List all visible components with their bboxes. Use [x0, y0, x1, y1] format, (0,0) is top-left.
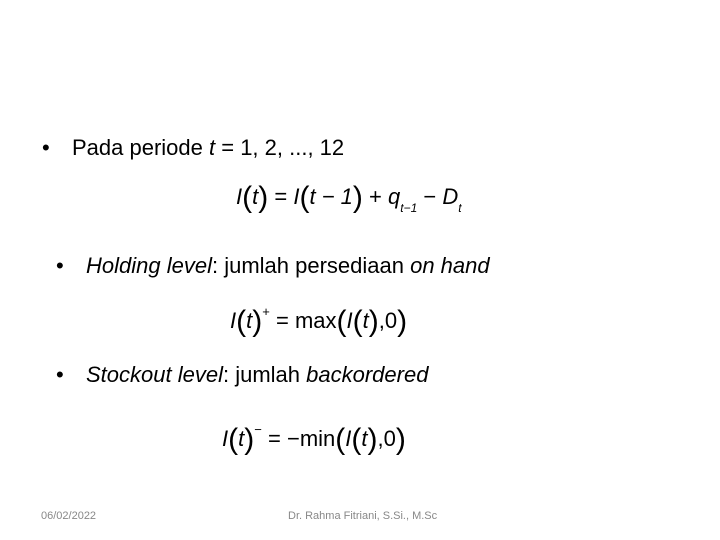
equation-inventory-balance — [236, 183, 462, 214]
bullet-term: Stockout level — [86, 362, 223, 387]
paren: ( — [299, 181, 310, 214]
eq-superscript: + — [262, 304, 270, 319]
paren: ) — [367, 423, 378, 456]
eq-symbol: I — [236, 184, 243, 209]
eq-operator: = — [267, 426, 281, 451]
eq-operator: − — [423, 184, 437, 209]
bullet-periode — [42, 137, 344, 159]
eq-symbol: q — [388, 184, 401, 209]
paren: ( — [228, 423, 239, 456]
footer-date: 06/02/2022 — [41, 510, 97, 522]
eq-symbol: t — [252, 184, 259, 209]
footer-author: Dr. Rahma Fitriani, S.Si., M.Sc — [288, 510, 438, 522]
paren: ) — [368, 305, 379, 338]
eq-operator: + — [369, 184, 382, 209]
paren: ( — [335, 423, 346, 456]
bullet-text: Pada periode — [72, 135, 209, 160]
eq-symbol: I — [345, 426, 352, 451]
eq-text: ,0 — [378, 308, 398, 333]
eq-symbol: t — [238, 426, 245, 451]
bullet-var: t — [209, 135, 216, 160]
bullet-holding-level — [56, 255, 490, 277]
equation-stockout-level — [222, 423, 406, 455]
eq-symbol: I — [222, 426, 229, 451]
eq-subscript: t — [458, 201, 462, 215]
bullet-text: backordered — [306, 362, 429, 387]
paren: ) — [258, 181, 269, 214]
eq-symbol: t − 1 — [309, 184, 353, 209]
eq-symbol: t — [246, 308, 253, 333]
bullet-text: on hand — [410, 253, 490, 278]
bullet-stockout-level — [56, 364, 428, 386]
bullet-dot: • — [56, 253, 64, 278]
eq-symbol: t — [361, 426, 368, 451]
eq-symbol: I — [346, 308, 353, 333]
paren: ( — [352, 305, 363, 338]
paren: ) — [397, 305, 408, 338]
eq-function: max — [294, 308, 337, 333]
eq-symbol: t — [362, 308, 369, 333]
bullet-text: = 1, 2, ..., 12 — [215, 135, 345, 160]
eq-operator: = — [274, 184, 288, 209]
eq-subscript: t−1 — [400, 201, 418, 215]
paren: ( — [242, 181, 253, 214]
eq-text: ,0 — [377, 426, 396, 451]
bullet-text: : jumlah — [222, 362, 307, 387]
paren: ( — [336, 305, 347, 338]
paren: ) — [244, 423, 255, 456]
eq-symbol: D — [442, 184, 459, 209]
equation-holding-level — [230, 305, 407, 337]
bullet-term: Holding level — [86, 253, 212, 278]
eq-symbol: I — [230, 308, 237, 333]
paren: ( — [236, 305, 247, 338]
eq-symbol: I — [293, 184, 300, 209]
paren: ) — [352, 181, 363, 214]
eq-superscript: − — [254, 422, 262, 437]
bullet-text: : jumlah persediaan — [211, 253, 411, 278]
bullet-dot: • — [56, 362, 64, 387]
eq-function: min — [299, 426, 336, 451]
paren: ) — [252, 305, 263, 338]
bullet-dot: • — [42, 135, 50, 160]
paren: ( — [351, 423, 362, 456]
eq-operator: − — [286, 426, 300, 451]
paren: ) — [395, 423, 406, 456]
eq-operator: = — [275, 308, 289, 333]
